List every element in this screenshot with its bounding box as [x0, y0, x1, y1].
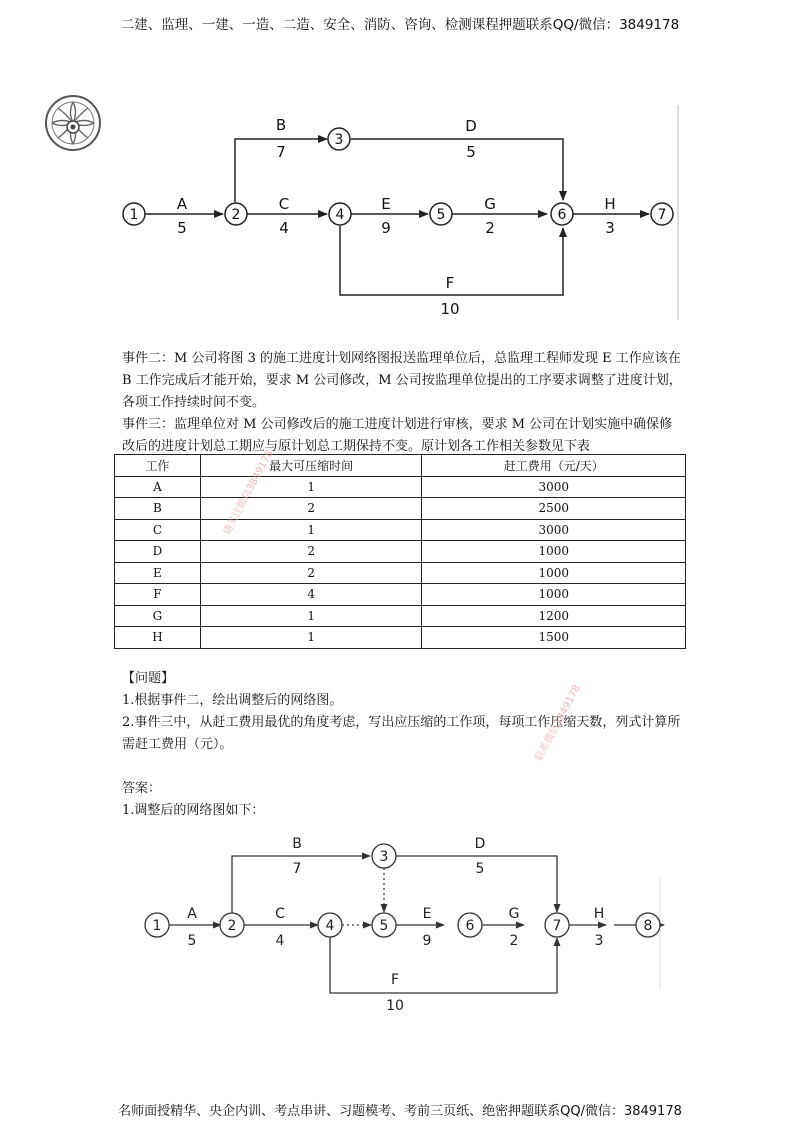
cell-work: G: [115, 605, 201, 627]
table-row: [115, 627, 686, 649]
node-6: 6: [465, 918, 475, 934]
activity-b: B: [275, 116, 287, 134]
cell-max: 4: [200, 584, 422, 606]
activity-e: E: [422, 906, 432, 922]
question-1: 1.根据事件二，绘出调整后的网络图。: [122, 693, 343, 708]
activity-b: B: [292, 836, 302, 852]
watermark-2: 联系微信3849178: [533, 683, 583, 764]
duration-h: 3: [594, 933, 604, 949]
activity-f: F: [445, 274, 455, 292]
cell-work: E: [115, 562, 201, 584]
activity-g: G: [508, 906, 520, 922]
header-work: 工作: [115, 455, 201, 477]
page-footer: 名师面授精华、央企内训、考点串讲、习题模考、考前三页纸、绝密押题联系QQ/微信：3849178: [118, 1104, 682, 1119]
header-crash-cost: 赶工费用（元/天）: [422, 455, 686, 477]
cell-cost: 3000: [422, 519, 686, 541]
duration-b: 7: [276, 143, 286, 161]
table-row: [115, 519, 686, 541]
node-2: 2: [227, 918, 237, 934]
network-diagram-adjusted: [130, 828, 675, 1018]
duration-e: 9: [422, 933, 432, 949]
duration-h: 3: [605, 219, 615, 237]
activity-a: A: [176, 195, 188, 213]
answer-1: 1.调整后的网络图如下：: [122, 803, 265, 818]
cell-cost: 1000: [422, 541, 686, 563]
activity-e: E: [381, 195, 391, 213]
activity-f: F: [390, 972, 400, 988]
cell-work: C: [115, 519, 201, 541]
event-2-text: 事件二：M 公司将图 3 的施工进度计划网络图报送监理单位后，总监理工程师发现 E 工作应该在 B 工作完成后才能开始，要求 M 公司修改，M 公司按监理单位提出的工序要求调整了进度计划，各项工作持续时间不变。: [122, 351, 682, 410]
table-row: [115, 562, 686, 584]
cell-max: 1: [200, 627, 422, 649]
table-row: [115, 476, 686, 498]
node-6: 6: [557, 207, 567, 223]
activity-g: G: [484, 195, 496, 213]
activity-d: D: [465, 117, 477, 135]
duration-g: 2: [485, 219, 495, 237]
cell-max: 2: [200, 562, 422, 584]
duration-e: 9: [381, 219, 391, 237]
seal-logo-icon: [44, 94, 102, 152]
cell-work: B: [115, 498, 201, 520]
node-3: 3: [379, 849, 389, 865]
duration-f: 10: [440, 300, 460, 318]
duration-a: 5: [187, 933, 197, 949]
duration-g: 2: [509, 933, 519, 949]
duration-f: 10: [386, 998, 404, 1014]
cell-work: A: [115, 476, 201, 498]
cell-max: 2: [200, 498, 422, 520]
table-header-row: [115, 455, 686, 477]
node-4: 4: [335, 207, 345, 223]
duration-c: 4: [279, 219, 289, 237]
duration-d: 5: [475, 861, 485, 877]
table-row: [115, 498, 686, 520]
node-7: 7: [657, 207, 667, 223]
question-2: 2.事件三中，从赶工费用最优的角度考虑，写出应压缩的工作项，每项工作压缩天数，列式计算所需赶工费用（元）。: [122, 715, 681, 752]
page-header: 二建、监理、一建、一造、二造、安全、消防、咨询、检测课程押题联系QQ/微信：3849178: [120, 17, 680, 33]
duration-a: 5: [177, 219, 187, 237]
duration-b: 7: [292, 861, 302, 877]
header-max-compress: 最大可压缩时间: [200, 455, 422, 477]
activity-h: H: [593, 906, 605, 922]
cell-max: 1: [200, 519, 422, 541]
node-4: 4: [325, 918, 335, 934]
node-7: 7: [552, 918, 562, 934]
node-1: 1: [152, 918, 162, 934]
duration-c: 4: [275, 933, 285, 949]
activity-c: C: [278, 195, 290, 213]
table-row: [115, 584, 686, 606]
activity-h: H: [604, 195, 616, 213]
parameters-table: [114, 454, 686, 649]
duration-d: 5: [466, 143, 476, 161]
node-8: 8: [643, 918, 653, 934]
answer-title: 答案：: [122, 781, 162, 796]
questions-title: 【问题】: [122, 671, 175, 686]
cell-cost: 1200: [422, 605, 686, 627]
cell-max: 1: [200, 605, 422, 627]
table-row: [115, 541, 686, 563]
cell-cost: 2500: [422, 498, 686, 520]
event-3-text: 事件三：监理单位对 M 公司修改后的施工进度计划进行审核，要求 M 公司在计划实施中确保修改后的进度计划总工期应与原计划总工期保持不变。原计划各工作相关参数见下表: [122, 417, 673, 454]
activity-c: C: [275, 906, 285, 922]
network-diagram-original: [110, 100, 700, 325]
activity-d: D: [474, 836, 486, 852]
cell-cost: 1000: [422, 584, 686, 606]
cell-cost: 1500: [422, 627, 686, 649]
cell-max: 2: [200, 541, 422, 563]
cell-work: H: [115, 627, 201, 649]
node-1: 1: [129, 207, 139, 223]
node-2: 2: [231, 207, 241, 223]
table-row: [115, 605, 686, 627]
watermark-1: 请关注微信3849178: [221, 448, 276, 538]
cell-cost: 3000: [422, 476, 686, 498]
node-3: 3: [334, 132, 344, 148]
cell-work: F: [115, 584, 201, 606]
cell-work: D: [115, 541, 201, 563]
node-5: 5: [379, 918, 389, 934]
cell-max: 1: [200, 476, 422, 498]
activity-a: A: [187, 906, 197, 922]
node-5: 5: [436, 207, 446, 223]
cell-cost: 1000: [422, 562, 686, 584]
